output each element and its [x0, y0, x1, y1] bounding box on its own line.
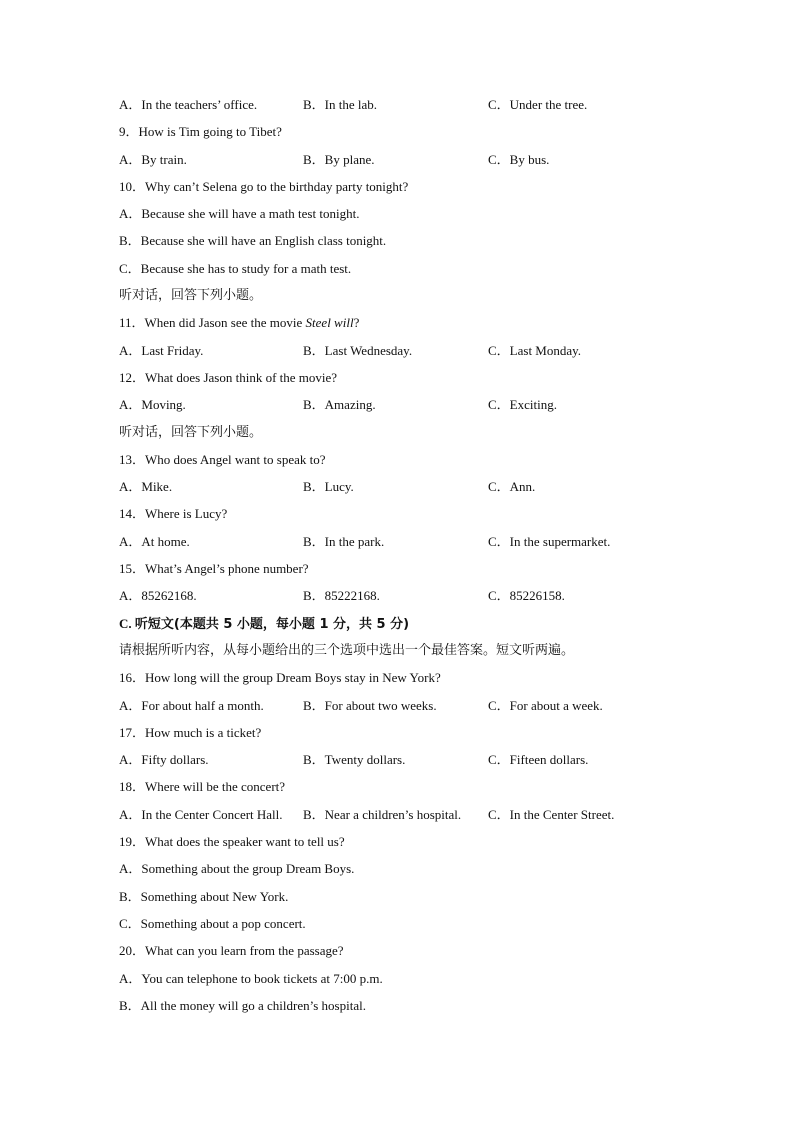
q17-option-a: A．Fifty dollars. — [119, 752, 209, 768]
section-c-label: C. — [119, 615, 135, 631]
q16-question: 16．How long will the group Dream Boys stay in New York? — [119, 670, 441, 686]
q10-option-a: A．Because she will have a math test tonight. — [119, 206, 360, 222]
q11-movie-title: Steel will — [305, 315, 354, 331]
q15-question: 15．What’s Angel’s phone number? — [119, 561, 309, 577]
exam-page — [119, 95, 719, 1023]
q18-option-c: C．In the Center Street. — [488, 806, 615, 822]
q14-option-c: C．In the supermarket. — [488, 533, 611, 549]
q11-question — [119, 313, 719, 340]
q13-question: 13．Who does Angel want to speak to? — [119, 451, 326, 467]
q13-option-b: B．Lucy. — [303, 479, 354, 495]
section-c-heading — [119, 614, 719, 641]
q16-option-a: A．For about half a month. — [119, 697, 264, 713]
q16-option-b: B．For about two weeks. — [303, 697, 437, 713]
q15-option-a: A．85262168. — [119, 588, 197, 604]
q16-options — [119, 696, 719, 723]
q9-option-c: C．By bus. — [488, 151, 550, 167]
q17-question: 17．How much is a ticket? — [119, 724, 262, 740]
q17-option-c: C．Fifteen dollars. — [488, 752, 589, 768]
q19-option-c: C．Something about a pop concert. — [119, 915, 306, 931]
q13-options — [119, 477, 719, 504]
q12-option-c: C．Exciting. — [488, 397, 557, 413]
q11-question-text: 11．When did Jason see the movie — [119, 315, 306, 331]
q14-options — [119, 532, 719, 559]
q12-question: 12．What does Jason think of the movie? — [119, 369, 338, 385]
q14-question: 14．Where is Lucy? — [119, 506, 228, 522]
q16-option-c: C．For about a week. — [488, 697, 603, 713]
q11-question-mark: ? — [353, 315, 360, 331]
q13-option-a: A．Mike. — [119, 479, 173, 495]
q18-option-b: B．Near a children’s hospital. — [303, 806, 462, 822]
section-c-title: 听短文(本题共 5 小题，每小题 1 分，共 5 分) — [134, 616, 410, 632]
q12-options — [119, 395, 719, 422]
q8-option-b: B．In the lab. — [303, 97, 378, 112]
q20-option-b: B．All the money will go a children’s hospital. — [119, 997, 366, 1013]
q20-option-a: A．You can telephone to book tickets at 7:00 p.m. — [119, 970, 383, 986]
q19-question: 19．What does the speaker want to tell us? — [119, 834, 345, 850]
q20-question: 20．What can you learn from the passage? — [119, 943, 344, 959]
q18-option-a: A．In the Center Concert Hall. — [119, 806, 283, 822]
q15-option-c: C．85226158. — [488, 588, 565, 604]
q11-option-b: B．Last Wednesday. — [303, 342, 413, 358]
q17-option-b: B．Twenty dollars. — [303, 752, 406, 768]
q8-options — [119, 95, 719, 122]
q11-options — [119, 341, 719, 368]
listening-instruction: 听对话，回答下列小题。 — [119, 288, 263, 304]
q9-option-a: A．By train. — [119, 151, 187, 167]
q8-option-a: A．In the teachers’ office. — [119, 97, 258, 112]
q9-option-b: B．By plane. — [303, 151, 375, 167]
q11-option-a: A．Last Friday. — [119, 342, 204, 358]
q15-option-b: B．85222168. — [303, 588, 380, 604]
q8-option-c: C．Under the tree. — [488, 97, 588, 112]
q19-option-a: A．Something about the group Dream Boys. — [119, 861, 355, 877]
q13-option-c: C．Ann. — [488, 479, 536, 495]
q18-question: 18．Where will be the concert? — [119, 779, 286, 795]
q9-options — [119, 150, 719, 177]
listening-instruction: 听对话，回答下列小题。 — [119, 424, 263, 440]
q15-options — [119, 586, 719, 613]
q19-option-b: B．Something about New York. — [119, 888, 289, 904]
q10-option-c: C．Because she has to study for a math test. — [119, 260, 352, 276]
q18-options — [119, 805, 719, 832]
q10-option-b: B．Because she will have an English class tonight. — [119, 233, 387, 249]
q14-option-b: B．In the park. — [303, 533, 385, 549]
q9-question: 9．How is Tim going to Tibet? — [119, 124, 282, 140]
q12-option-b: B．Amazing. — [303, 397, 376, 413]
q10-question: 10．Why can’t Selena go to the birthday party tonight? — [119, 178, 409, 194]
q12-option-a: A．Moving. — [119, 397, 186, 413]
q17-options — [119, 750, 719, 777]
q11-option-c: C．Last Monday. — [488, 342, 582, 358]
section-c-instruction: 请根据所听内容，从每小题给出的三个选项中选出一个最佳答案。短文听两遍。 — [119, 642, 575, 658]
q14-option-a: A．At home. — [119, 533, 190, 549]
